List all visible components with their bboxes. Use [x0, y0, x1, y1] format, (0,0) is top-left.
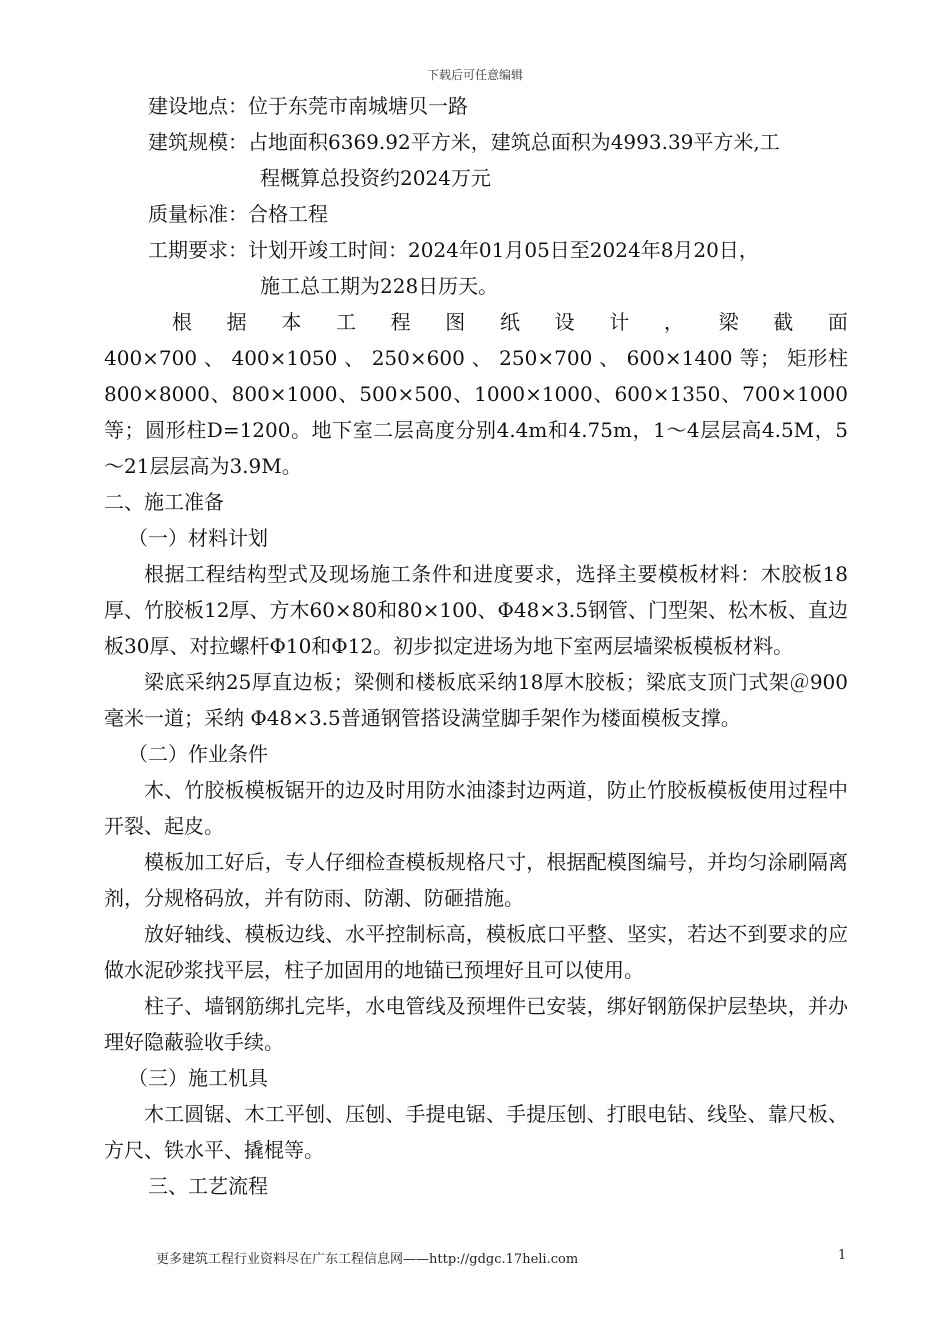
- quality-label: 质量标准：: [148, 202, 248, 226]
- quality-value: 合格工程: [248, 202, 328, 226]
- sub1-title: （一）材料计划: [128, 526, 268, 550]
- quality-line: [104, 196, 848, 232]
- period-label: 工期要求：: [148, 238, 248, 262]
- sub2-paragraphs: [104, 772, 848, 1060]
- sub2-para4: 柱子、墙钢筋绑扎完毕，水电管线及预埋件已安装，绑好钢筋保护层垫块，并办理好隐蔽验收手续。: [104, 994, 848, 1054]
- design-intro-line: [104, 304, 848, 340]
- sub3-title: （三）施工机具: [128, 1066, 268, 1090]
- document-body: [104, 88, 848, 1204]
- location-line: [104, 88, 848, 124]
- period-line: [104, 232, 848, 268]
- location-label: 建设地点：: [148, 94, 248, 118]
- intro-char: 图: [445, 310, 466, 334]
- sub2-para1: 木、竹胶板模板锯开的边及时用防水油漆封边两道，防止竹胶板模板使用过程中开裂、起皮。: [104, 778, 848, 838]
- intro-char: 截: [773, 310, 794, 334]
- design-para-rest: 400×700 、 400×1050 、 250×600 、 250×700 、 600×1400 等； 矩形柱800×8000、800×1000、500×500、1000×1000、600×1350、700×1000等；圆形柱D=1200。地下室二层高度分别4.4m和4.75m，1～4层层高4.5M，5～21层层高为3.9M。: [104, 346, 848, 478]
- scale-value-2: 程概算总投资约2024万元: [260, 166, 491, 190]
- sub1-paragraphs: [104, 556, 848, 736]
- intro-char: ，: [663, 310, 684, 334]
- sub2-para2: 模板加工好后，专人仔细检查模板规格尺寸，根据配模图编号，并均匀涂刷隔离剂，分规格码放，并有防雨、防潮、防砸措施。: [104, 850, 848, 910]
- intro-char: 纸: [499, 310, 520, 334]
- sub1-para1: 根据工程结构型式及现场施工条件和进度要求，选择主要模板材料：木胶板18厚、竹胶板12厚、方木60×80和80×100、Φ48×3.5钢管、门型架、松木板、直边板30厚、对拉螺杆Φ10和Φ12。初步拟定进场为地下室两层墙梁板模板材料。: [104, 562, 848, 658]
- section2-title: 二、施工准备: [104, 490, 224, 514]
- sub2-title: （二）作业条件: [128, 742, 268, 766]
- page-number: 1: [838, 1248, 847, 1263]
- intro-char: 程: [390, 310, 411, 334]
- scale-value-1: 占地面积6369.92平方米，建筑总面积为4993.39平方米,工: [248, 130, 780, 154]
- intro-char: 据: [226, 310, 247, 334]
- sub3-para1: 木工圆锯、木工平刨、压刨、手提电锯、手提压刨、打眼电钻、线坠、靠尺板、方尺、铁水平、撬棍等。: [104, 1102, 848, 1162]
- page-header: 下载后可任意编辑: [426, 68, 523, 82]
- scale-line: [104, 124, 848, 160]
- design-paragraph: [104, 340, 848, 484]
- scale-label: 建筑规模：: [148, 130, 248, 154]
- section3-title: 三、工艺流程: [148, 1174, 268, 1198]
- sub1-para2: 梁底采纳25厚直边板；梁侧和楼板底采纳18厚木胶板；梁底支顶门式架＠900毫米一道；采纳 Φ48×3.5普通钢管搭设满堂脚手架作为楼面模板支撑。: [104, 670, 848, 730]
- location-value: 位于东莞市南城塘贝一路: [248, 94, 468, 118]
- intro-char: 本: [281, 310, 302, 334]
- intro-char: 设: [554, 310, 575, 334]
- sub2-para3: 放好轴线、模板边线、水平控制标高，模板底口平整、坚实，若达不到要求的应做水泥砂浆找平层，柱子加固用的地锚已预埋好且可以使用。: [104, 922, 848, 982]
- intro-char: 根: [172, 310, 192, 334]
- intro-char: 工: [335, 310, 356, 334]
- period-value-1: 计划开竣工时间：2024年01月05日至2024年8月20日，: [248, 238, 759, 262]
- intro-char: 梁: [718, 310, 739, 334]
- sub3-paragraphs: [104, 1096, 848, 1168]
- intro-char: 面: [827, 310, 848, 334]
- period-value-2: 施工总工期为228日历天。: [260, 274, 499, 298]
- intro-char: 计: [609, 310, 630, 334]
- footer-text: 更多建筑工程行业资料尽在广东工程信息网——http://gdgc.17heli.com: [156, 1252, 579, 1267]
